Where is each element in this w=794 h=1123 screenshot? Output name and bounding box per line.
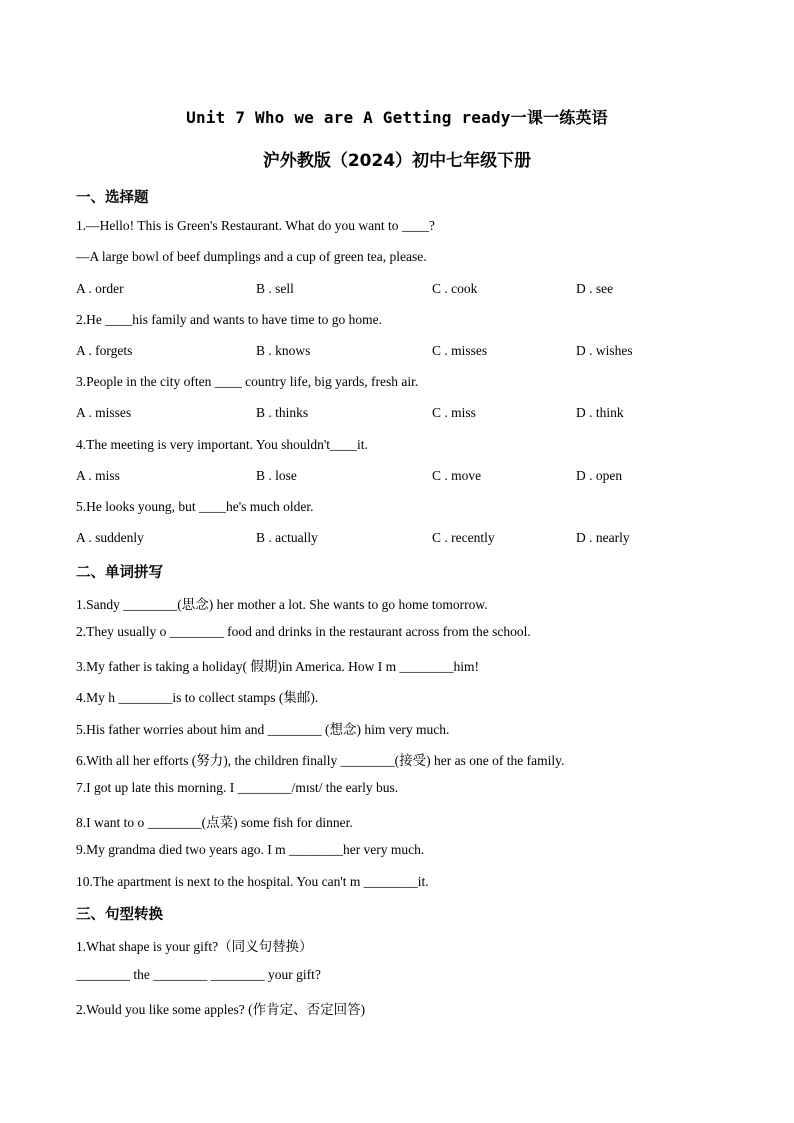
question-text: —A large bowl of beef dumplings and a cup of green tea, please. <box>76 249 427 264</box>
option-a: A . order <box>76 281 124 296</box>
option-b: B . sell <box>256 281 294 296</box>
section-heading-choice: 一、选择题 <box>76 190 149 206</box>
worksheet-subtitle: 沪外教版（2024）初中七年级下册 <box>262 151 532 171</box>
options-row <box>76 530 716 548</box>
question-text: 5.He looks young, but ____he's much older. <box>76 499 314 514</box>
question-text: 3.People in the city often ____ country life, big yards, fresh air. <box>76 374 419 389</box>
options-row <box>76 405 716 423</box>
option-d: D . wishes <box>576 343 633 358</box>
transform-item: 1.What shape is your gift?（同义句替换） <box>76 939 313 954</box>
spelling-item: 3.My father is taking a holiday( 假期)in America. How I m ________him! <box>76 659 480 674</box>
option-b: B . thinks <box>256 405 309 420</box>
question-text: 1.—Hello! This is Green's Restaurant. What do you want to ____? <box>76 218 435 233</box>
option-c: C . recently <box>432 530 495 545</box>
option-d: D . open <box>576 468 623 483</box>
options-row <box>76 468 716 486</box>
spelling-item: 9.My grandma died two years ago. I m ________her very much. <box>76 842 425 857</box>
option-d: D . think <box>576 405 624 420</box>
option-b: B . knows <box>256 343 311 358</box>
option-d: D . nearly <box>576 530 630 545</box>
spelling-item: 2.They usually o ________ food and drinks in the restaurant across from the school. <box>76 624 531 639</box>
transform-blank-line: ________ the ________ ________ your gift? <box>76 967 321 982</box>
spelling-item: 6.With all her efforts (努力), the children finally ________(接受) her as one of the family. <box>76 753 565 768</box>
option-b: B . lose <box>256 468 297 483</box>
option-a: A . miss <box>76 468 120 483</box>
option-a: A . misses <box>76 405 132 420</box>
option-c: C . misses <box>432 343 488 358</box>
option-d: D . see <box>576 281 614 296</box>
section-heading-transform: 三、句型转换 <box>76 907 163 923</box>
option-c: C . miss <box>432 405 476 420</box>
transform-item: 2.Would you like some apples? (作肯定、否定回答) <box>76 1002 366 1017</box>
spelling-item: 1.Sandy ________(思念) her mother a lot. She wants to go home tomorrow. <box>76 597 488 612</box>
spelling-item: 10.The apartment is next to the hospital. You can't m ________it. <box>76 874 429 889</box>
question-text: 2.He ____his family and wants to have time to go home. <box>76 312 382 327</box>
spelling-item: 8.I want to o ________(点菜) some fish for dinner. <box>76 815 353 830</box>
section-heading-spelling: 二、单词拼写 <box>76 565 163 581</box>
option-c: C . cook <box>432 281 478 296</box>
option-b: B . actually <box>256 530 318 545</box>
spelling-item: 4.My h ________is to collect stamps (集邮). <box>76 690 319 705</box>
spelling-item: 7.I got up late this morning. I ________/mɪst/ the early bus. <box>76 780 399 795</box>
worksheet-title: Unit 7 Who we are A Getting ready一课一练英语 <box>186 108 608 127</box>
options-row <box>76 281 716 299</box>
spelling-item: 5.His father worries about him and ________ (想念) him very much. <box>76 722 450 737</box>
question-text: 4.The meeting is very important. You shouldn't____it. <box>76 437 368 452</box>
option-a: A . forgets <box>76 343 133 358</box>
option-a: A . suddenly <box>76 530 144 545</box>
option-c: C . move <box>432 468 482 483</box>
options-row <box>76 343 716 361</box>
